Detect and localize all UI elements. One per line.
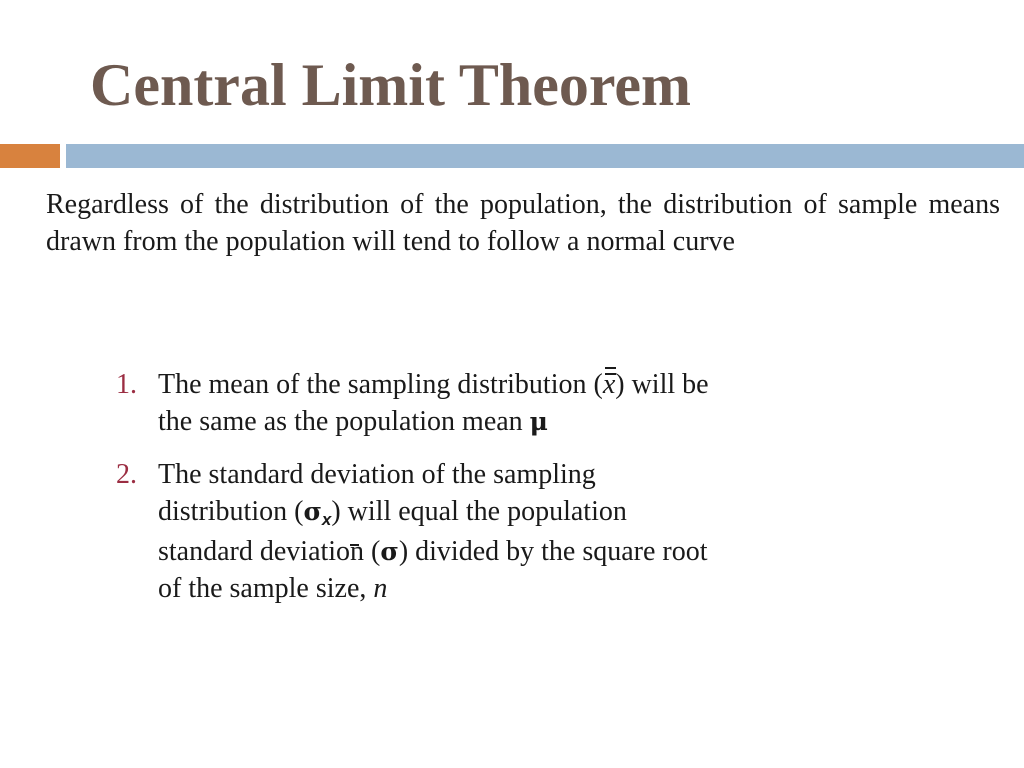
- accent-bar-orange: [0, 144, 60, 168]
- x-subscript: x: [321, 510, 332, 529]
- sample-size-variable: n: [373, 573, 388, 604]
- intro-paragraph: Regardless of the distribution of the population, the distribution of sample means drawn from the population will tend to follow a normal curve: [46, 189, 1000, 257]
- sigma-symbol: σ: [303, 497, 322, 526]
- item-text: ) divided by the square root of the sample size,: [158, 536, 708, 604]
- item-text: The mean of the sampling distribution (: [158, 369, 603, 400]
- item-text: The standard deviation of the sampling distribution (: [158, 459, 596, 527]
- list-item-std-dev: [0, 456, 718, 607]
- list-number: 2.: [116, 459, 137, 490]
- property-list: [0, 366, 718, 607]
- sigma-symbol: σ: [380, 537, 399, 566]
- list-number: 1.: [116, 369, 137, 400]
- list-item-mean: [0, 366, 718, 440]
- item-text: ) will be the same as the population mean: [158, 369, 709, 437]
- slide-title: Central Limit Theorem: [90, 52, 692, 118]
- accent-bar-blue: [66, 144, 1024, 168]
- item-text: ) will equal the population standard deviation (: [158, 496, 627, 567]
- mu-symbol: μ: [529, 407, 548, 436]
- x-double-bar-symbol: x: [603, 366, 615, 403]
